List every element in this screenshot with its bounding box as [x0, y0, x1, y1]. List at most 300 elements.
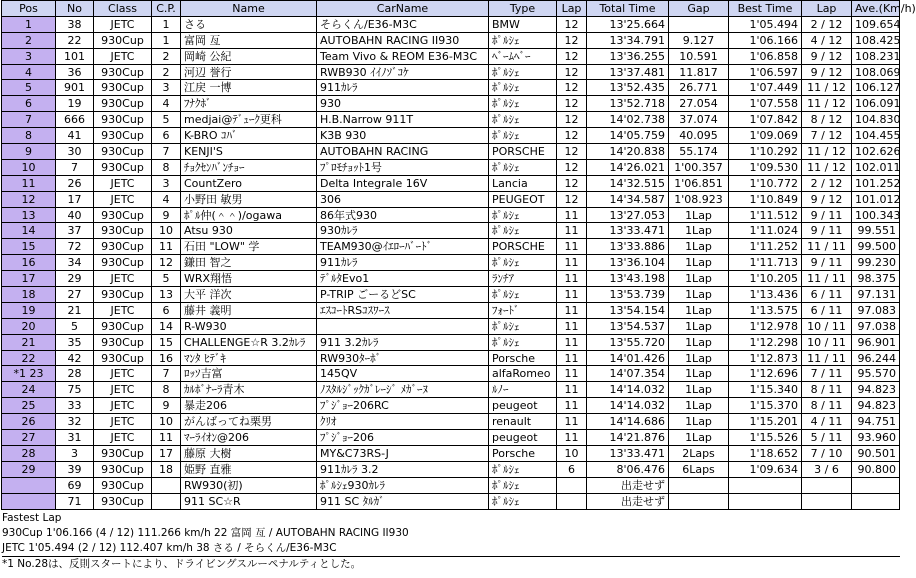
cell-total-time: 14'14.686 — [587, 414, 669, 430]
cell-average: 96.901 — [852, 334, 900, 350]
cell-carname: RWB930 ｲｲﾉｿﾞｺｹ — [317, 64, 489, 80]
cell-carname: 911ｶﾚﾗ — [317, 80, 489, 96]
cell-lap: 11 — [557, 318, 587, 334]
cell-lap: 11 — [557, 334, 587, 350]
cell-gap: 1'06.851 — [669, 175, 729, 191]
cell-class: 930Cup — [94, 64, 152, 80]
cell-name: KENJI'S — [181, 144, 317, 160]
cell-best-time: 1'15.201 — [729, 414, 802, 430]
cell-best-time: 1'07.449 — [729, 80, 802, 96]
cell-pos: 4 — [2, 64, 56, 80]
cell-best-lap: 7 / 12 — [802, 128, 852, 144]
cell-total-time: 14'07.354 — [587, 366, 669, 382]
cell-pos: 28 — [2, 445, 56, 461]
cell-cp: 13 — [152, 287, 181, 303]
cell-name: 富岡 亙 — [181, 32, 317, 48]
cell-cp: 1 — [152, 16, 181, 32]
cell-carname: そらくん/E36-M3C — [317, 16, 489, 32]
results-table — [1, 0, 916, 510]
cell-average: 97.131 — [852, 287, 900, 303]
cell-best-lap: 9 / 12 — [802, 48, 852, 64]
cell-best-time: 1'10.292 — [729, 144, 802, 160]
cell-average: 108.069 — [852, 64, 900, 80]
cell-no: 22 — [56, 32, 94, 48]
cell-gap: 1Lap — [669, 271, 729, 287]
cell-class: JETC — [94, 16, 152, 32]
cell-type: Porsche — [489, 445, 557, 461]
cell-carname: AUTOBAHN RACING — [317, 144, 489, 160]
cell-class: 930Cup — [94, 144, 152, 160]
cell-lap: 11 — [557, 398, 587, 414]
cell-best-lap: 6 / 11 — [802, 287, 852, 303]
table-row — [2, 302, 900, 318]
table-row — [2, 32, 900, 48]
cell-type: ﾎﾟﾙｼｪ — [489, 255, 557, 271]
cell-cp: 7 — [152, 144, 181, 160]
cell-best-time: 1'15.370 — [729, 398, 802, 414]
table-row — [2, 398, 900, 414]
cell-pos: 13 — [2, 207, 56, 223]
table-row — [2, 350, 900, 366]
cell-total-time: 14'26.021 — [587, 159, 669, 175]
cell-best-lap: 11 / 12 — [802, 144, 852, 160]
cell-name: Atsu 930 — [181, 223, 317, 239]
cell-carname: ｴｽｺｰﾄRSｺｽﾜｰｽ — [317, 302, 489, 318]
col-header-total-time: Total Time — [587, 1, 669, 17]
table-row — [2, 64, 900, 80]
fastest-lap-title: Fastest Lap — [2, 511, 62, 524]
cell-pos: 2 — [2, 32, 56, 48]
cell-pos: 3 — [2, 48, 56, 64]
cell-gap: 55.174 — [669, 144, 729, 160]
cell-type: ﾗﾝﾁｱ — [489, 271, 557, 287]
cell-no: 901 — [56, 80, 94, 96]
cell-gap: 1Lap — [669, 287, 729, 303]
cell-pos: 21 — [2, 334, 56, 350]
cell-lap: 12 — [557, 144, 587, 160]
cell-cp: 8 — [152, 382, 181, 398]
cell-average — [852, 493, 900, 509]
cell-total-time: 14'20.838 — [587, 144, 669, 160]
cell-best-time: 1'15.340 — [729, 382, 802, 398]
cell-type: ﾎﾟﾙｼｪ — [489, 96, 557, 112]
cell-lap: 10 — [557, 445, 587, 461]
cell-best-time: 1'12.298 — [729, 334, 802, 350]
cell-gap: 1'00.357 — [669, 159, 729, 175]
cell-carname: AUTOBAHN RACING II930 — [317, 32, 489, 48]
cell-class: 930Cup — [94, 80, 152, 96]
cell-total-time: 出走せず — [587, 493, 669, 509]
cell-carname: ﾌﾟｼﾞｮｰ206 — [317, 430, 489, 446]
cell-name: 藤井 義明 — [181, 302, 317, 318]
cell-lap: 12 — [557, 96, 587, 112]
cell-name: 藤原 大樹 — [181, 445, 317, 461]
cell-no: 33 — [56, 398, 94, 414]
cell-carname: P-TRIP ごーるどSC — [317, 287, 489, 303]
cell-total-time: 13'33.471 — [587, 223, 669, 239]
fastest-lap-jetc: JETC 1'05.494 (2 / 12) 112.407 km/h 38 さる / そらくん/E36-M3C — [2, 541, 337, 554]
cell-class: JETC — [94, 175, 152, 191]
cell-gap: 1Lap — [669, 334, 729, 350]
cell-cp: 18 — [152, 461, 181, 477]
cell-name: ｶﾙﾎﾞﾅｰﾗ青木 — [181, 382, 317, 398]
cell-carname: 911 3.2ｶﾚﾗ — [317, 334, 489, 350]
cell-best-lap: 2 / 12 — [802, 16, 852, 32]
cell-average: 99.500 — [852, 239, 900, 255]
cell-pos: 6 — [2, 96, 56, 112]
cell-type: Porsche — [489, 350, 557, 366]
cell-total-time: 13'34.791 — [587, 32, 669, 48]
table-row — [2, 48, 900, 64]
cell-pos: 1 — [2, 16, 56, 32]
cell-cp: 8 — [152, 159, 181, 175]
cell-lap: 11 — [557, 366, 587, 382]
cell-carname: ﾌﾟﾛﾓﾁｮｯﾄ1号 — [317, 159, 489, 175]
cell-best-time: 1'15.526 — [729, 430, 802, 446]
cell-pos: 25 — [2, 398, 56, 414]
cell-cp: 9 — [152, 398, 181, 414]
cell-gap: 1Lap — [669, 239, 729, 255]
cell-pos: 5 — [2, 80, 56, 96]
cell-total-time: 14'02.738 — [587, 112, 669, 128]
cell-cp: 2 — [152, 64, 181, 80]
table-row — [2, 80, 900, 96]
cell-total-time: 14'34.587 — [587, 191, 669, 207]
cell-total-time: 14'32.515 — [587, 175, 669, 191]
cell-class: 930Cup — [94, 287, 152, 303]
cell-no: 36 — [56, 64, 94, 80]
cell-class: 930Cup — [94, 255, 152, 271]
cell-carname: 930ｶﾚﾗ — [317, 223, 489, 239]
cell-class: JETC — [94, 366, 152, 382]
cell-lap: 11 — [557, 302, 587, 318]
cell-name: 小野田 敏男 — [181, 191, 317, 207]
cell-carname: 306 — [317, 191, 489, 207]
cell-name: 鎌田 智之 — [181, 255, 317, 271]
cell-type: ﾎﾟﾙｼｪ — [489, 334, 557, 350]
cell-cp: 2 — [152, 48, 181, 64]
cell-carname: ﾃﾞﾙﾀEvo1 — [317, 271, 489, 287]
cell-average: 94.751 — [852, 414, 900, 430]
cell-gap: 1Lap — [669, 302, 729, 318]
cell-best-time: 1'12.978 — [729, 318, 802, 334]
cell-no: 35 — [56, 334, 94, 350]
cell-average: 108.425 — [852, 32, 900, 48]
cell-lap: 12 — [557, 64, 587, 80]
cell-total-time: 14'21.876 — [587, 430, 669, 446]
cell-no: 34 — [56, 255, 94, 271]
cell-best-lap: 11 / 11 — [802, 271, 852, 287]
cell-class: 930Cup — [94, 32, 152, 48]
table-row — [2, 414, 900, 430]
col-header-no: No — [56, 1, 94, 17]
cell-best-time — [729, 493, 802, 509]
cell-class: 930Cup — [94, 445, 152, 461]
cell-pos — [2, 493, 56, 509]
col-header-carname: CarName — [317, 1, 489, 17]
cell-total-time: 13'53.739 — [587, 287, 669, 303]
cell-class: JETC — [94, 414, 152, 430]
cell-name: 江戻 一博 — [181, 80, 317, 96]
cell-best-lap: 8 / 12 — [802, 112, 852, 128]
cell-gap: 1Lap — [669, 350, 729, 366]
table-row — [2, 430, 900, 446]
cell-name: K-BRO ｺﾊﾞ — [181, 128, 317, 144]
cell-name: がんばってね栗男 — [181, 414, 317, 430]
cell-average: 101.252 — [852, 175, 900, 191]
cell-best-lap: 10 / 11 — [802, 318, 852, 334]
cell-lap: 11 — [557, 430, 587, 446]
cell-pos: 29 — [2, 461, 56, 477]
cell-carname: 86年式930 — [317, 207, 489, 223]
cell-name: medjai@ﾃﾞｭｰｸ更科 — [181, 112, 317, 128]
cell-average: 93.960 — [852, 430, 900, 446]
cell-name: 河辺 誉行 — [181, 64, 317, 80]
cell-best-lap — [802, 493, 852, 509]
cell-class: 930Cup — [94, 493, 152, 509]
cell-best-time: 1'12.696 — [729, 366, 802, 382]
cell-class: JETC — [94, 48, 152, 64]
cell-total-time: 14'14.032 — [587, 398, 669, 414]
cell-no: 75 — [56, 382, 94, 398]
cell-type: ﾍﾞｰﾑﾍﾞｰ — [489, 48, 557, 64]
cell-total-time: 13'37.481 — [587, 64, 669, 80]
cell-best-lap: 11 / 11 — [802, 239, 852, 255]
cell-pos: 15 — [2, 239, 56, 255]
cell-no: 666 — [56, 112, 94, 128]
cell-lap: 11 — [557, 287, 587, 303]
cell-pos: 17 — [2, 271, 56, 287]
cell-average: 101.012 — [852, 191, 900, 207]
table-row — [2, 16, 900, 32]
cell-pos: 20 — [2, 318, 56, 334]
cell-type: ﾎﾟﾙｼｪ — [489, 223, 557, 239]
cell-best-lap: 8 / 11 — [802, 398, 852, 414]
cell-cp: 15 — [152, 334, 181, 350]
cell-gap: 2Laps — [669, 445, 729, 461]
table-row — [2, 255, 900, 271]
cell-total-time: 13'33.471 — [587, 445, 669, 461]
cell-best-time: 1'06.166 — [729, 32, 802, 48]
cell-carname: 145QV — [317, 366, 489, 382]
cell-no: 28 — [56, 366, 94, 382]
cell-no: 7 — [56, 159, 94, 175]
cell-class: 930Cup — [94, 239, 152, 255]
cell-cp — [152, 493, 181, 509]
cell-carname: K3B 930 — [317, 128, 489, 144]
cell-lap: 12 — [557, 175, 587, 191]
cell-name: ﾌﾅｸﾎﾞ — [181, 96, 317, 112]
cell-cp: 11 — [152, 430, 181, 446]
cell-lap: 11 — [557, 271, 587, 287]
table-row — [2, 239, 900, 255]
cell-type: ﾎﾟﾙｼｪ — [489, 80, 557, 96]
cell-best-lap: 4 / 12 — [802, 32, 852, 48]
cell-pos: 7 — [2, 112, 56, 128]
cell-lap: 12 — [557, 16, 587, 32]
cell-lap: 11 — [557, 414, 587, 430]
cell-best-time: 1'06.858 — [729, 48, 802, 64]
cell-gap: 1Lap — [669, 318, 729, 334]
table-row — [2, 334, 900, 350]
cell-no: 39 — [56, 461, 94, 477]
cell-lap: 12 — [557, 80, 587, 96]
cell-gap: 1Lap — [669, 430, 729, 446]
cell-carname: 911 SC ﾀﾙｶﾞ — [317, 493, 489, 509]
cell-carname: TEAM930@ｲｴﾛｰﾊﾞｰﾄﾞ — [317, 239, 489, 255]
cell-type: peugeot — [489, 430, 557, 446]
cell-best-lap: 7 / 10 — [802, 445, 852, 461]
cell-type: ﾎﾟﾙｼｪ — [489, 112, 557, 128]
cell-no: 19 — [56, 96, 94, 112]
cell-carname: ﾉｽﾀﾙｼﾞｯｸｶﾞﾚｰｼﾞ ﾒｶﾞｰﾇ — [317, 382, 489, 398]
cell-class: JETC — [94, 382, 152, 398]
table-row — [2, 223, 900, 239]
cell-best-lap: 2 / 12 — [802, 175, 852, 191]
cell-lap: 12 — [557, 191, 587, 207]
cell-type: ﾌｫｰﾄﾞ — [489, 302, 557, 318]
cell-gap: 1Lap — [669, 207, 729, 223]
cell-total-time: 14'01.426 — [587, 350, 669, 366]
cell-best-lap: 8 / 11 — [802, 382, 852, 398]
cell-cp: 7 — [152, 366, 181, 382]
penalty-footnote: *1 No.28は、反則スタートにより、ドライビングスルーペナルティとした。 — [2, 557, 362, 570]
cell-best-time: 1'10.849 — [729, 191, 802, 207]
cell-class: 930Cup — [94, 350, 152, 366]
cell-total-time: 出走せず — [587, 477, 669, 493]
cell-best-lap: 9 / 11 — [802, 207, 852, 223]
cell-average: 109.654 — [852, 16, 900, 32]
cell-type: ﾎﾟﾙｼｪ — [489, 493, 557, 509]
results-body — [2, 16, 900, 509]
cell-total-time: 13'54.537 — [587, 318, 669, 334]
cell-type: PORSCHE — [489, 239, 557, 255]
cell-best-time: 1'09.530 — [729, 159, 802, 175]
cell-lap: 11 — [557, 350, 587, 366]
cell-lap: 12 — [557, 112, 587, 128]
table-row — [2, 159, 900, 175]
cell-name: ﾏﾝﾀ ﾋﾃﾞｷ — [181, 350, 317, 366]
cell-average — [852, 477, 900, 493]
cell-best-time: 1'09.069 — [729, 128, 802, 144]
cell-carname: H.B.Narrow 911T — [317, 112, 489, 128]
cell-pos: 8 — [2, 128, 56, 144]
cell-no: 72 — [56, 239, 94, 255]
cell-name: RW930(初) — [181, 477, 317, 493]
cell-no: 29 — [56, 271, 94, 287]
cell-total-time: 13'27.053 — [587, 207, 669, 223]
cell-best-time: 1'10.205 — [729, 271, 802, 287]
cell-class: 930Cup — [94, 128, 152, 144]
cell-name: 石田 "LOW" 学 — [181, 239, 317, 255]
col-header-average: Ave.(Km/h) — [852, 1, 900, 17]
cell-type: peugeot — [489, 398, 557, 414]
cell-best-time: 1'07.842 — [729, 112, 802, 128]
cell-name: CountZero — [181, 175, 317, 191]
cell-carname — [317, 318, 489, 334]
cell-best-lap: 3 / 6 — [802, 461, 852, 477]
table-row — [2, 318, 900, 334]
cell-gap: 1'08.923 — [669, 191, 729, 207]
cell-best-lap: 11 / 12 — [802, 96, 852, 112]
cell-no: 26 — [56, 175, 94, 191]
notes-section — [2, 511, 900, 572]
cell-average: 102.626 — [852, 144, 900, 160]
cell-gap: 1Lap — [669, 414, 729, 430]
cell-lap: 12 — [557, 48, 587, 64]
cell-best-time: 1'13.575 — [729, 302, 802, 318]
cell-gap: 1Lap — [669, 223, 729, 239]
cell-no: 41 — [56, 128, 94, 144]
cell-average: 102.011 — [852, 159, 900, 175]
cell-pos: 19 — [2, 302, 56, 318]
cell-no: 38 — [56, 16, 94, 32]
cell-carname: MY&C73RS-J — [317, 445, 489, 461]
cell-gap: 40.095 — [669, 128, 729, 144]
cell-type: Lancia — [489, 175, 557, 191]
cell-best-lap: 9 / 11 — [802, 223, 852, 239]
cell-pos: 9 — [2, 144, 56, 160]
col-header-name: Name — [181, 1, 317, 17]
cell-best-lap: 9 / 11 — [802, 255, 852, 271]
cell-lap: 12 — [557, 159, 587, 175]
cell-average: 104.455 — [852, 128, 900, 144]
cell-cp: 10 — [152, 414, 181, 430]
cell-carname: ｸﾘｵ — [317, 414, 489, 430]
table-row — [2, 493, 900, 509]
cell-pos: 24 — [2, 382, 56, 398]
cell-total-time: 13'55.720 — [587, 334, 669, 350]
table-row — [2, 366, 900, 382]
cell-lap — [557, 493, 587, 509]
cell-no: 71 — [56, 493, 94, 509]
cell-type: BMW — [489, 16, 557, 32]
cell-best-lap: 11 / 12 — [802, 159, 852, 175]
cell-carname: 911ｶﾚﾗ — [317, 255, 489, 271]
cell-class: 930Cup — [94, 96, 152, 112]
cell-average: 106.127 — [852, 80, 900, 96]
cell-no: 27 — [56, 287, 94, 303]
cell-name: ﾏｰﾗｲｵﾝ@206 — [181, 430, 317, 446]
cell-carname: ﾎﾟﾙｼｪ930ｶﾚﾗ — [317, 477, 489, 493]
table-row — [2, 461, 900, 477]
cell-pos — [2, 477, 56, 493]
cell-carname: Delta Integrale 16V — [317, 175, 489, 191]
table-row — [2, 191, 900, 207]
cell-name: 大平 洋次 — [181, 287, 317, 303]
cell-average: 108.231 — [852, 48, 900, 64]
cell-pos: 18 — [2, 287, 56, 303]
col-header-gap: Gap — [669, 1, 729, 17]
cell-no: 5 — [56, 318, 94, 334]
cell-name: WRX翔悟 — [181, 271, 317, 287]
cell-type: ﾙﾉｰ — [489, 382, 557, 398]
cell-cp: 6 — [152, 128, 181, 144]
cell-total-time: 13'36.255 — [587, 48, 669, 64]
cell-class: JETC — [94, 302, 152, 318]
cell-gap: 11.817 — [669, 64, 729, 80]
cell-best-lap: 9 / 12 — [802, 64, 852, 80]
cell-cp: 3 — [152, 80, 181, 96]
table-row — [2, 175, 900, 191]
cell-gap: 1Lap — [669, 366, 729, 382]
cell-no: 40 — [56, 207, 94, 223]
cell-cp: 11 — [152, 239, 181, 255]
cell-class: 930Cup — [94, 207, 152, 223]
cell-no: 21 — [56, 302, 94, 318]
cell-lap: 11 — [557, 255, 587, 271]
cell-gap: 27.054 — [669, 96, 729, 112]
